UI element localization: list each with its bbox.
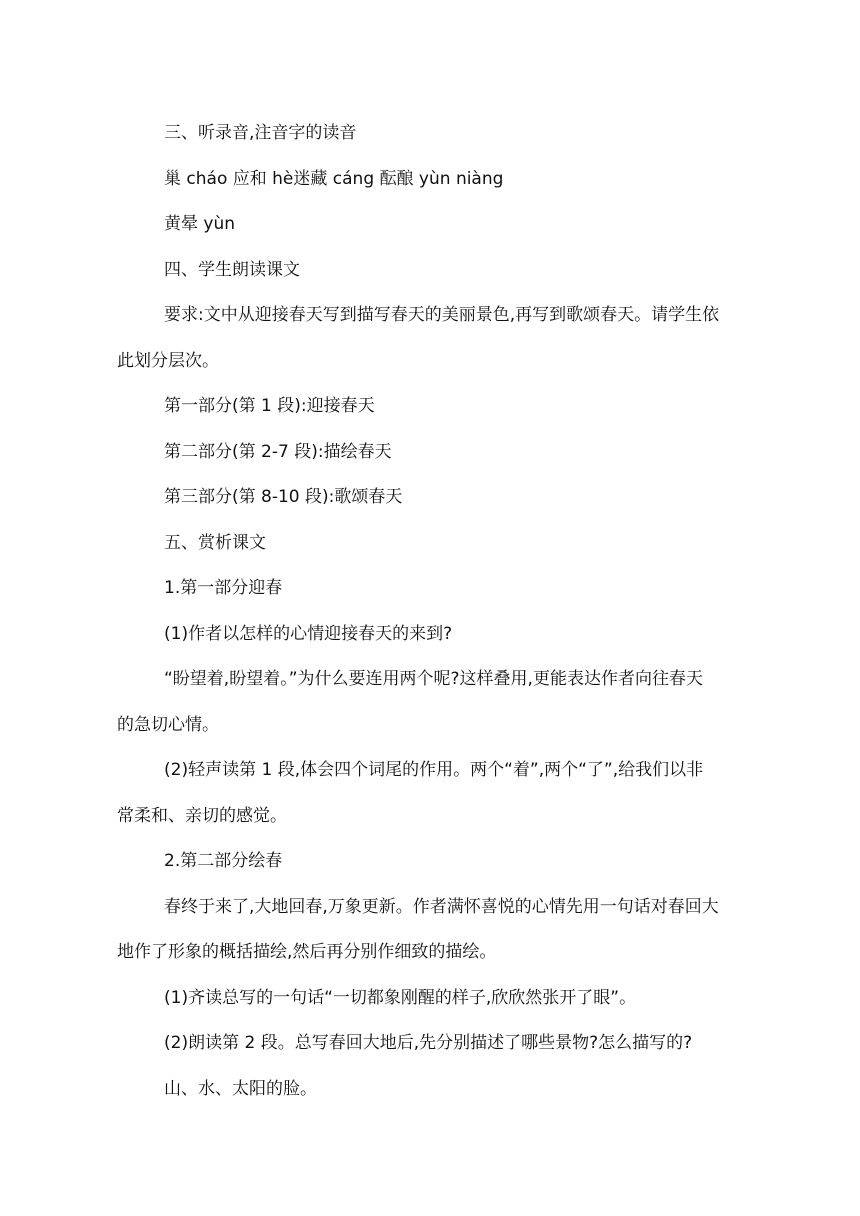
section-heading-3: 三、听录音,注音字的读音 bbox=[164, 123, 357, 143]
paragraph-line: 常柔和、亲切的感觉。 bbox=[117, 805, 287, 826]
document-body bbox=[117, 111, 737, 1112]
paragraph-line: 春终于来了,大地回春,万象更新。作者满怀喜悦的心情先用一句话对春回大 bbox=[164, 896, 719, 917]
part-line: 第三部分(第 8-10 段):歌颂春天 bbox=[164, 487, 403, 507]
paragraph-line: 山、水、太阳的脸。 bbox=[164, 1078, 317, 1099]
part-line: 第一部分(第 1 段):迎接春天 bbox=[164, 396, 375, 416]
paragraph-line: 此划分层次。 bbox=[117, 350, 219, 371]
question-line: (1)齐读总写的一句话“一切都象刚醒的样子,欣欣然张开了眼”。 bbox=[164, 987, 637, 1008]
paragraph-line: (2)轻声读第 1 段,体会四个词尾的作用。两个“着”,两个“了”,给我们以非 bbox=[164, 760, 704, 780]
pinyin-line: 巢 cháo 应和 hè迷藏 cáng 酝酿 yùn niàng bbox=[164, 168, 504, 189]
question-line: (1)作者以怎样的心情迎接春天的来到? bbox=[164, 623, 453, 644]
question-line: (2)朗读第 2 段。总写春回大地后,先分别描述了哪些景物?怎么描写的? bbox=[164, 1033, 693, 1053]
paragraph-line: 地作了形象的概括描绘,然后再分别作细致的描绘。 bbox=[117, 942, 497, 962]
subsection-heading: 1.第一部分迎春 bbox=[164, 578, 283, 598]
paragraph-line: “盼望着,盼望着。”为什么要连用两个呢?这样叠用,更能表达作者向往春天 bbox=[164, 669, 703, 689]
pinyin-line: 黄晕 yùn bbox=[164, 214, 236, 234]
section-heading-4: 四、学生朗读课文 bbox=[164, 259, 300, 280]
paragraph-line: 的急切心情。 bbox=[117, 714, 219, 735]
section-heading-5: 五、赏析课文 bbox=[164, 532, 266, 553]
subsection-heading: 2.第二部分绘春 bbox=[164, 851, 283, 871]
part-line: 第二部分(第 2-7 段):描绘春天 bbox=[164, 441, 392, 462]
paragraph-line: 要求:文中从迎接春天写到描写春天的美丽景色,再写到歌颂春天。请学生依 bbox=[164, 305, 720, 325]
